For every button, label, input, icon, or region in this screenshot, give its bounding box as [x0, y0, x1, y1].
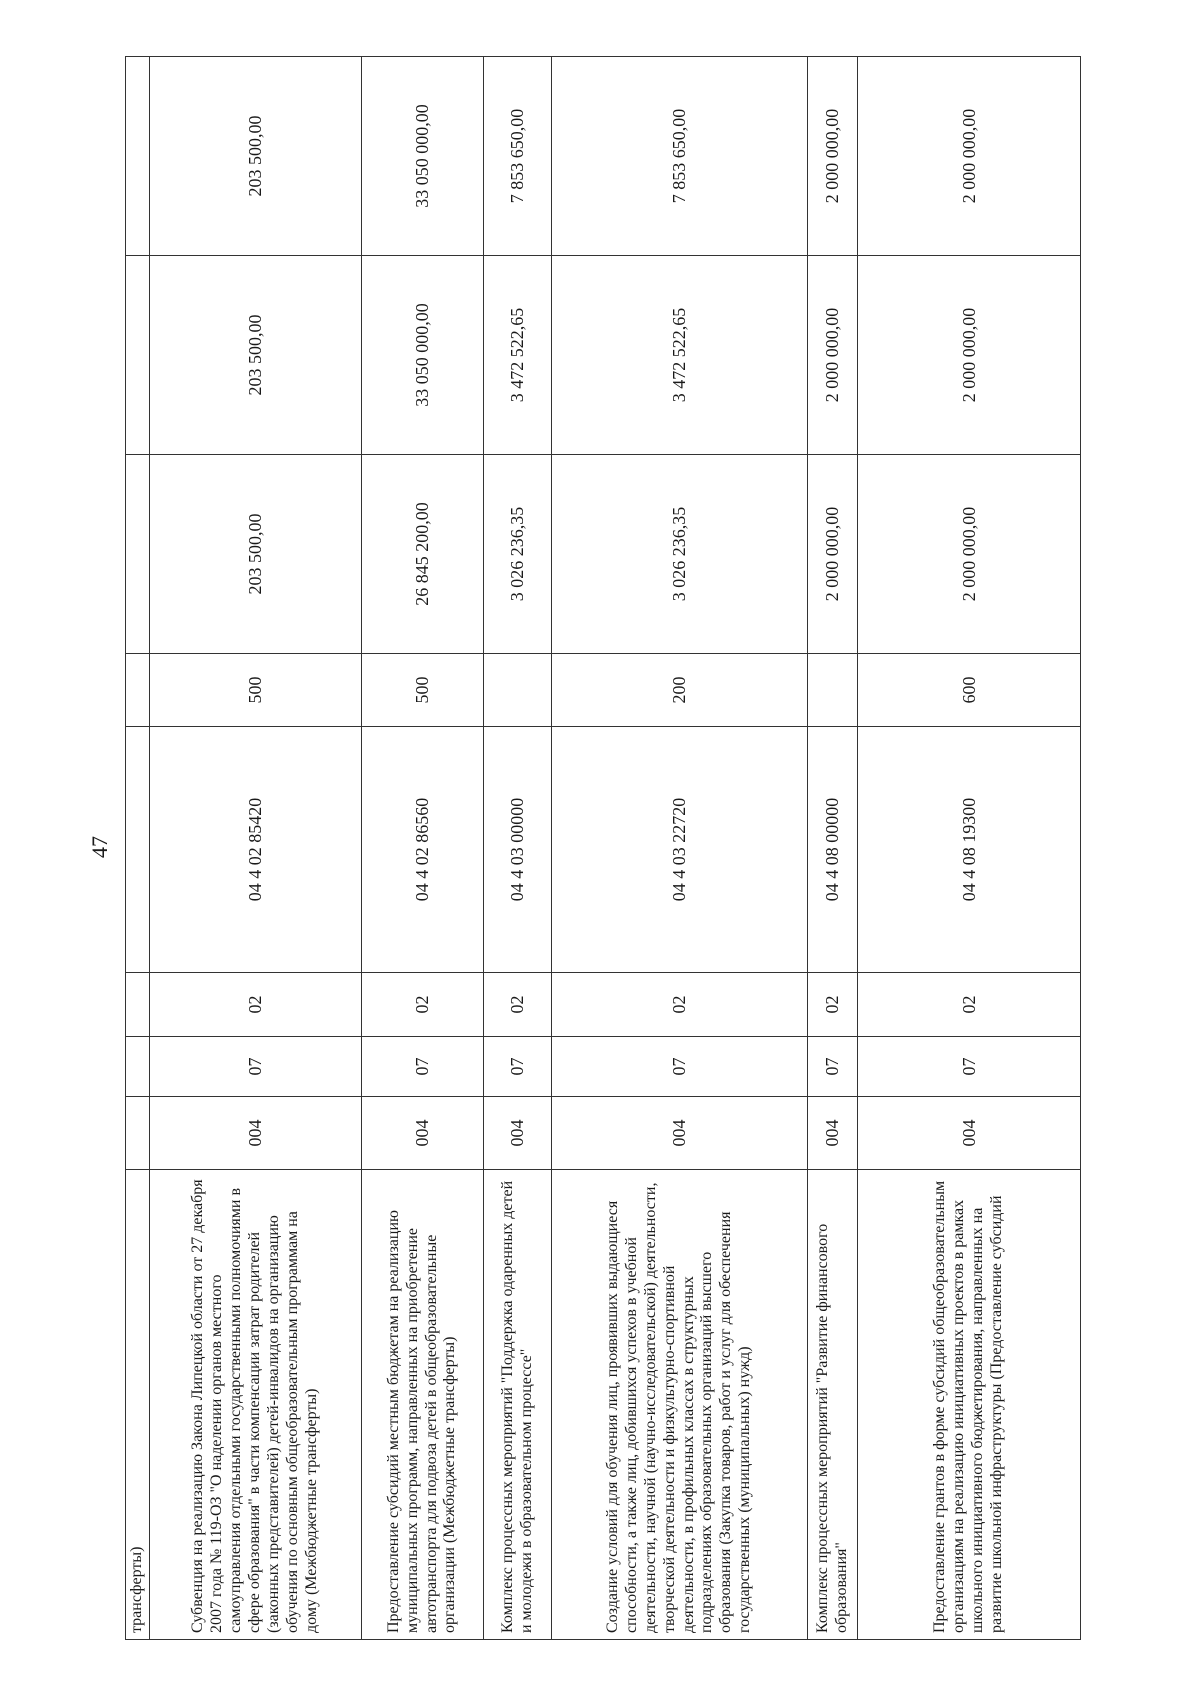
table-row: [484, 57, 552, 1640]
subsection-code: 02: [552, 973, 808, 1037]
expense-type-code: 500: [362, 654, 484, 727]
target-code: 04 4 03 00000: [484, 727, 552, 973]
expense-type-code: [808, 654, 858, 727]
target-code: 04 4 02 85420: [150, 727, 362, 973]
section-code: 07: [150, 1037, 362, 1097]
amount-year2: 3 472 522,65: [552, 256, 808, 455]
table-row: [858, 57, 1081, 1640]
table-row: [362, 57, 484, 1640]
amount-year2: 2 000 000,00: [808, 256, 858, 455]
target-code: 04 4 08 19300: [858, 727, 1081, 973]
row-name: трансферты): [126, 1170, 150, 1640]
section-code: 07: [362, 1037, 484, 1097]
admin-code: 004: [484, 1097, 552, 1170]
page-number: 47: [87, 836, 112, 858]
subsection-code: 02: [362, 973, 484, 1037]
admin-code: [126, 1097, 150, 1170]
section-code: 07: [484, 1037, 552, 1097]
amount-year3: 7 853 650,00: [552, 57, 808, 256]
admin-code: 004: [808, 1097, 858, 1170]
amount-year3: 203 500,00: [150, 57, 362, 256]
amount-year2: 2 000 000,00: [858, 256, 1081, 455]
subsection-code: 02: [150, 973, 362, 1037]
admin-code: 004: [150, 1097, 362, 1170]
expense-type-code: [484, 654, 552, 727]
row-name: Комплекс процессных мероприятий "Развитие финансового образования": [808, 1170, 858, 1640]
expense-type-code: 600: [858, 654, 1081, 727]
amount-year2: 203 500,00: [150, 256, 362, 455]
section-code: 07: [552, 1037, 808, 1097]
table-row: [808, 57, 858, 1640]
row-name: Комплекс процессных мероприятий "Поддержка одаренных детей и молодежи в образовательном процессе": [484, 1170, 552, 1640]
amount-year3: 33 050 000,00: [362, 57, 484, 256]
amount-year3: 2 000 000,00: [858, 57, 1081, 256]
table-row: [150, 57, 362, 1640]
amount-year1: 3 026 236,35: [484, 455, 552, 654]
admin-code: 004: [552, 1097, 808, 1170]
section-code: [126, 1037, 150, 1097]
admin-code: 004: [858, 1097, 1081, 1170]
table-row: [126, 57, 150, 1640]
row-name: Предоставление субсидий местным бюджетам на реализацию муниципальных программ, направленных на приобретение автотранспорта для подвоза детей в общеобразовательные организации (Межбюджетные трансферты): [362, 1170, 484, 1640]
section-code: 07: [858, 1037, 1081, 1097]
amount-year1: 26 845 200,00: [362, 455, 484, 654]
target-code: 04 4 08 00000: [808, 727, 858, 973]
amount-year1: 203 500,00: [150, 455, 362, 654]
row-name: Создание условий для обучения лиц, проявивших выдающиеся способности, а также лиц, добившихся успехов в учебной деятельности, научной (научно-исследовательской) деятельности, творческой деятельности и физкультурно-спортивной деятельности, в профильных классах в структурных подразделениях образовательных организаций высшего образования (Закупка товаров, работ и услуг для обеспечения государственных (муниципальных) нужд): [552, 1170, 808, 1640]
expense-type-code: 200: [552, 654, 808, 727]
amount-year3: [126, 57, 150, 256]
subsection-code: 02: [484, 973, 552, 1037]
amount-year2: [126, 256, 150, 455]
amount-year3: 7 853 650,00: [484, 57, 552, 256]
amount-year2: 33 050 000,00: [362, 256, 484, 455]
amount-year1: 2 000 000,00: [808, 455, 858, 654]
subsection-code: 02: [858, 973, 1081, 1037]
amount-year1: [126, 455, 150, 654]
amount-year2: 3 472 522,65: [484, 256, 552, 455]
amount-year1: 3 026 236,35: [552, 455, 808, 654]
rotated-table-container: [125, 57, 1080, 1640]
subsection-code: 02: [808, 973, 858, 1037]
row-name: Предоставление грантов в форме субсидий общеобразовательным организациям на реализацию инициативных проектов в рамках школьного инициативного бюджетирования, направленных на развитие школьной инфраструктуры (Предоставление субсидий: [858, 1170, 1081, 1640]
amount-year3: 2 000 000,00: [808, 57, 858, 256]
budget-table: [125, 56, 1081, 1640]
target-code: 04 4 02 86560: [362, 727, 484, 973]
subsection-code: [126, 973, 150, 1037]
target-code: [126, 727, 150, 973]
amount-year1: 2 000 000,00: [858, 455, 1081, 654]
target-code: 04 4 03 22720: [552, 727, 808, 973]
row-name: Субвенция на реализацию Закона Липецкой области от 27 декабря 2007 года № 119-ОЗ "О наделении органов местного самоуправления отдельными государственными полномочиями в сфере образования" в части компенсации затрат родителей (законных представителей) детей-инвалидов на организацию обучения по основным общеобразовательным программам на дому (Межбюджетные трансферты): [150, 1170, 362, 1640]
expense-type-code: 500: [150, 654, 362, 727]
admin-code: 004: [362, 1097, 484, 1170]
section-code: 07: [808, 1037, 858, 1097]
table-row: [552, 57, 808, 1640]
expense-type-code: [126, 654, 150, 727]
